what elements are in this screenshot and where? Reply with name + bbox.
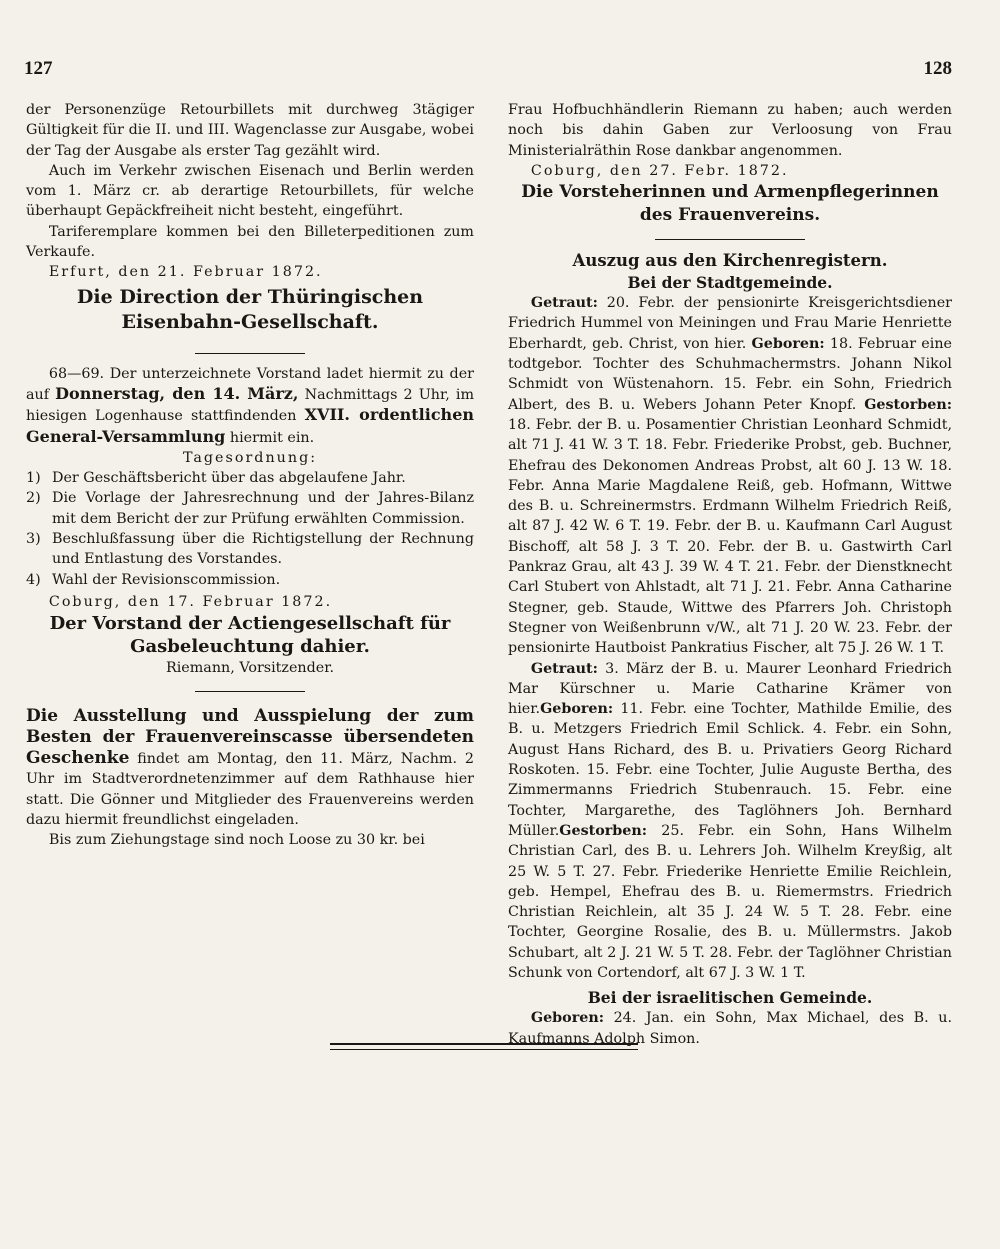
town-register-entries bbox=[508, 293, 952, 658]
notice-text-b: Nachmittags 2 Uhr, im hiesigen Logenhause stattfindenden bbox=[26, 386, 475, 425]
register-label: Getraut: bbox=[530, 660, 598, 677]
heading-town-parish: Bei der Stadtgemeinde. bbox=[627, 273, 833, 293]
place-date-erfurt: Erfurt, den 21. Februar 1872. bbox=[48, 264, 323, 281]
notice-text-c: hiermit ein. bbox=[229, 429, 315, 446]
notice-exhibition bbox=[26, 706, 474, 831]
notice-ref: 68—69. bbox=[48, 365, 105, 382]
register-text: 3. März der B. u. Maurer Leonhard Friedrich Mar Kürschner u. Marie Catharine Krämer von hier. bbox=[508, 660, 952, 718]
heading-church-registers: Auszug aus den Kirchenregistern. bbox=[572, 251, 888, 271]
signature-railway-direction: Die Direction der Thüringischen Eisenbahn-Gesellschaft. bbox=[76, 285, 424, 333]
town-register-entries-2 bbox=[508, 659, 952, 984]
agenda-item bbox=[26, 468, 474, 488]
agenda-item-text: Die Vorlage der Jahresrechnung und der Jahres-Bilanz mit dem Bericht der zur Prüfung erwählten Commission. bbox=[52, 490, 474, 527]
exhibition-text: findet am Montag, den 11. März, Nachm. 2 Uhr im Stadtverordnetenzimmer auf dem Rathhause hier statt. Die Gönner und Mitglieder des Frauenvereins werden dazu hiermit freundlichst eingeladen. bbox=[26, 751, 474, 829]
register-text: 18. Febr. der B. u. Posamentier Christian Leonhard Schmidt, alt 71 J. 41 W. 3 T. 18. Febr. Friederike Probst, geb. Buchner, Ehefrau des Dekonomen Andreas Probst, alt 60 J. 13 W. 18. Febr. Anna Marie Magdalene Reiß, geb. Hofmann, Wittwe des B. u. Schreinermstrs. Erdmann Wilhelm Friedrich Reiß, alt 87 J. 42 W. 6 T. 19. Febr. der B. u. Kaufmann Carl August Bischoff, alt 58 J. 3 T. 20. Febr. der B. u. Gastwirth Carl Pankraz Grau, alt 43 J. 39 W. 4 T. 21. Febr. der Dienstknecht Carl Stubert von Ahlstadt, alt 71 J. 21. Febr. Anna Catharine Stegner, geb. Staude, Wittwe des Pfarrers Joh. Christoph Stegner von Weißenbrunn v/W., alt 71 J. 20 W. 23. Febr. der pensionirte Hautboist Pankratius Fischer, alt 75 J. 26 W. 1 T. bbox=[508, 416, 952, 657]
agenda-item bbox=[26, 488, 474, 529]
paragraph-lottery: Bis zum Ziehungstage sind noch Loose zu 30 kr. bei bbox=[48, 832, 425, 849]
agenda-item-number: 2) bbox=[26, 490, 41, 507]
place-date-coburg-right: Coburg, den 27. Febr. 1872. bbox=[530, 162, 789, 179]
agenda-item-number: 1) bbox=[26, 470, 41, 487]
register-text: 11. Febr. eine Tochter, Mathilde Emilie, des B. u. Metzgers Friedrich Emil Schlick. 4. Febr. ein Sohn, August Hans Richard, des B. u. Privatiers Georg Richard Roskoten. 15. Febr. eine Tochter, Julie Auguste Bertha, des Zimmermanns Friedrich Stubenrauch. 15. Febr. eine Tochter, Margarethe, des Taglöhners Joh. Bernhard Müller. bbox=[508, 701, 952, 839]
signature-name-riemann: Riemann, Vorsitzender. bbox=[165, 660, 335, 677]
agenda-item-text: Der Geschäftsbericht über das abgelaufene Jahr. bbox=[52, 470, 406, 487]
notice-general-meeting bbox=[26, 364, 474, 448]
register-label: Geboren: bbox=[540, 701, 614, 718]
meeting-name: XVII. ordentlichen General-Versammlung bbox=[26, 405, 474, 446]
register-text: 25. Febr. ein Sohn, Hans Wilhelm Christian Carl, des B. u. Lehrers Joh. Wilhelm Kreyßig, alt 25 W. 5 T. 27. Febr. Friederike Henriette Emilie Reichlein, geb. Hempel, Ehefrau des B. u. Riemermstrs. Friedrich Christian Reichlein, alt 35 J. 24 W. 5 T. 28. Febr. eine Tochter, Georgine Rosalie, des B. u. Müllermstrs. Jakob Schubart, alt 2 J. 21 W. 5 T. 28. Febr. der Taglöhner Christian Schunk von Cortendorf, alt 67 J. 3 W. 1 T. bbox=[508, 822, 952, 981]
signature-gas-company: Der Vorstand der Actiengesellschaft für Gasbeleuchtung dahier. bbox=[49, 613, 451, 658]
register-label: Gestorben: bbox=[864, 396, 952, 413]
agenda-item-number: 3) bbox=[26, 531, 41, 548]
paragraph-retourbillets: der Personenzüge Retourbillets mit durchweg 3tägiger Gültigkeit für die II. und III. Wagenclasse zur Ausgabe, wobei der Tag der Ausgabe als erster Tag gezählt wird. bbox=[26, 102, 474, 159]
agenda-item bbox=[26, 529, 474, 570]
register-label: Geboren: bbox=[751, 335, 825, 352]
page-number-right: 128 bbox=[923, 58, 952, 79]
page-number-left: 127 bbox=[24, 58, 53, 79]
jewish-text: 24. Jan. ein Sohn, Max Michael, des B. u. Kaufmanns Adolph Simon. bbox=[508, 1010, 952, 1047]
paragraph-riemann: Frau Hofbuchhändlerin Riemann zu haben; auch werden noch bis dahin Gaben zur Verloosung von Frau Ministerialräthin Rose dankbar angenommen. bbox=[508, 102, 952, 159]
paragraph-eisenach-berlin: Auch im Verkehr zwischen Eisenach und Berlin werden vom 1. März cr. ab derartige Retourbillets, für welche überhaupt Gepäckfreiheit nicht besteht, eingeführt. bbox=[26, 162, 474, 220]
agenda-item-number: 4) bbox=[26, 571, 41, 588]
meeting-date: Donnerstag, den 14. März, bbox=[55, 383, 299, 403]
register-text: 20. Febr. der pensionirte Kreisgerichtsdiener Friedrich Hummel von Meiningen und Frau Marie Henriette Eberhardt, geb. Christ, von hier. bbox=[508, 295, 952, 352]
divider bbox=[195, 353, 305, 354]
agenda-item-text: Beschlußfassung über die Richtigstellung der Rechnung und Entlastung des Vorstandes. bbox=[52, 531, 474, 568]
paragraph-tarif: Tariferemplare kommen bei den Billeterpeditionen zum Verkaufe. bbox=[26, 223, 474, 261]
register-text: 18. Februar eine todtgebor. Tochter des Schuhmachermstrs. Johann Nikol Schmidt von Wüstenahorn. 15. Febr. ein Sohn, Friedrich Albert, des B. u. Webers Johann Peter Knopf. bbox=[508, 335, 953, 413]
exhibition-heading: Die Ausstellung und Ausspielung der zum Besten der Frauenvereinscasse übersendeten Geschenke bbox=[26, 705, 474, 769]
register-label: Gestorben: bbox=[559, 822, 648, 839]
right-column bbox=[508, 100, 952, 1049]
notice-text-a: Der unterzeichnete Vorstand ladet hiermit zu der auf bbox=[26, 365, 474, 403]
heading-jewish-community: Bei der israelitischen Gemeinde. bbox=[587, 988, 873, 1008]
divider bbox=[195, 691, 305, 692]
agenda-list bbox=[26, 468, 474, 590]
agenda-item bbox=[26, 570, 474, 590]
jewish-label: Geboren: bbox=[530, 1010, 605, 1027]
left-column bbox=[26, 100, 474, 851]
divider bbox=[655, 239, 805, 240]
place-date-coburg: Coburg, den 17. Februar 1872. bbox=[48, 593, 333, 610]
signature-womens-association: Die Vorsteherinnen und Armenpflegerinnen des Frauenvereins. bbox=[521, 182, 939, 226]
agenda-item-text: Wahl der Revisionscommission. bbox=[52, 571, 281, 588]
agenda-title: Tagesordnung: bbox=[182, 449, 318, 466]
bottom-divider bbox=[330, 1043, 638, 1045]
register-label: Getraut: bbox=[530, 295, 598, 312]
bottom-divider-thin bbox=[330, 1049, 638, 1050]
